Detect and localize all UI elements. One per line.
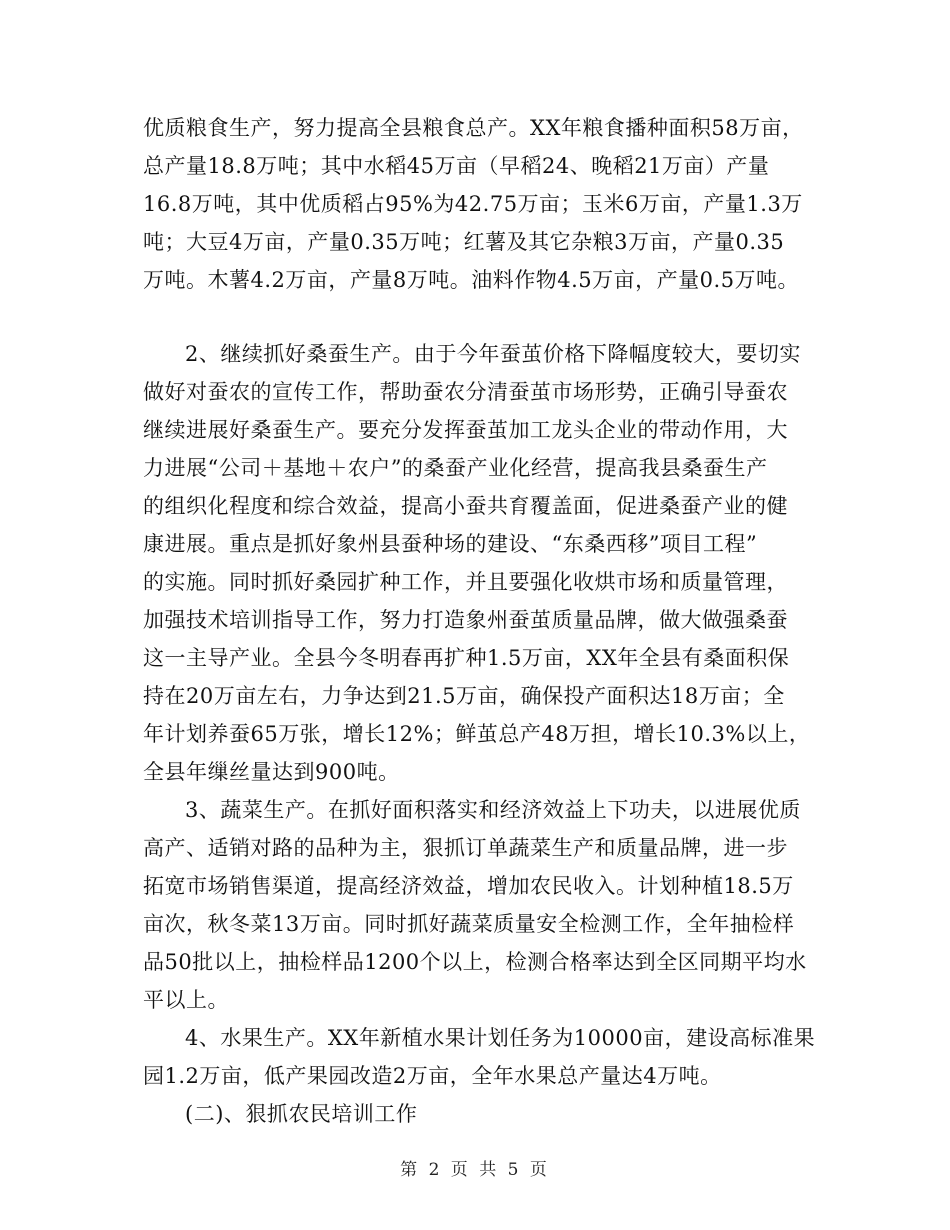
text-line: 亩次，秋冬菜13万亩。同时抓好蔬菜质量安全检测工作，全年抽检样 <box>143 912 795 936</box>
text-line: 的组织化程度和综合效益，提高小蚕共育覆盖面，促进桑蚕产业的健 <box>143 494 788 518</box>
text-line: 平以上。 <box>143 988 229 1012</box>
text-line: 品50批以上，抽检样品1200个以上，检测合格率达到全区同期平均水 <box>143 950 807 974</box>
section-heading: (二)、狠抓农民培训工作 <box>185 1102 418 1126</box>
text-line: 这一主导产业。全县今冬明春再扩种1.5万亩，XX年全县有桑面积保 <box>143 646 790 670</box>
text-line: 做好对蚕农的宣传工作，帮助蚕农分清蚕茧市场形势，正确引导蚕农 <box>143 380 788 404</box>
text-line: 园1.2万亩，低产果园改造2万亩，全年水果总产量达4万吨。 <box>143 1064 722 1088</box>
text-line: 年计划养蚕65万张，增长12%；鲜茧总产48万担，增长10.3%以上， <box>143 722 811 746</box>
text-line: 优质粮食生产，努力提高全县粮食总产。XX年粮食播种面积58万亩， <box>143 116 804 140</box>
text-line: 拓宽市场销售渠道，提高经济效益，增加农民收入。计划种植18.5万 <box>143 874 794 898</box>
text-line: 吨；大豆4万亩，产量0.35万吨；红薯及其它杂粮3万亩，产量0.35 <box>143 230 785 254</box>
text-line: 总产量18.8万吨；其中水稻45万亩（早稻24、晚稻21万亩）产量 <box>143 154 770 178</box>
text-line: 16.8万吨，其中优质稻占95%为42.75万亩；玉米6万亩，产量1.3万 <box>143 192 803 216</box>
paragraph-start-line: 4、水果生产。XX年新植水果计划任务为10000亩，建设高标准果 <box>185 1026 816 1050</box>
text-line: 的实施。同时抓好桑园扩种工作，并且要强化收烘市场和质量管理， <box>143 570 788 594</box>
text-line: 高产、适销对路的品种为主，狠抓订单蔬菜生产和质量品牌，进一步 <box>143 836 788 860</box>
text-line: 持在20万亩左右，力争达到21.5万亩，确保投产面积达18万亩；全 <box>143 684 785 708</box>
text-line: 继续进展好桑蚕生产。要充分发挥蚕茧加工龙头企业的带动作用，大 <box>143 418 788 442</box>
paragraph-start-line: 3、蔬菜生产。在抓好面积落实和经济效益上下功夫，以进展优质 <box>185 798 801 822</box>
text-line: 力进展“公司＋基地＋农户”的桑蚕产业化经营，提高我县桑蚕生产 <box>143 456 768 480</box>
text-line: 全县年缫丝量达到900吨。 <box>143 760 400 784</box>
paragraph-start-line: 2、继续抓好桑蚕生产。由于今年蚕茧价格下降幅度较大，要切实 <box>185 342 801 366</box>
text-line: 康进展。重点是抓好象州县蚕种场的建设、“东桑西移”项目工程” <box>143 532 758 556</box>
text-line: 万吨。木薯4.2万亩，产量8万吨。油料作物4.5万亩，产量0.5万吨。 <box>143 268 800 292</box>
page-footer: 第 2 页 共 5 页 <box>400 1160 550 1180</box>
text-line: 加强技术培训指导工作，努力打造象州蚕茧质量品牌，做大做强桑蚕 <box>143 608 788 632</box>
